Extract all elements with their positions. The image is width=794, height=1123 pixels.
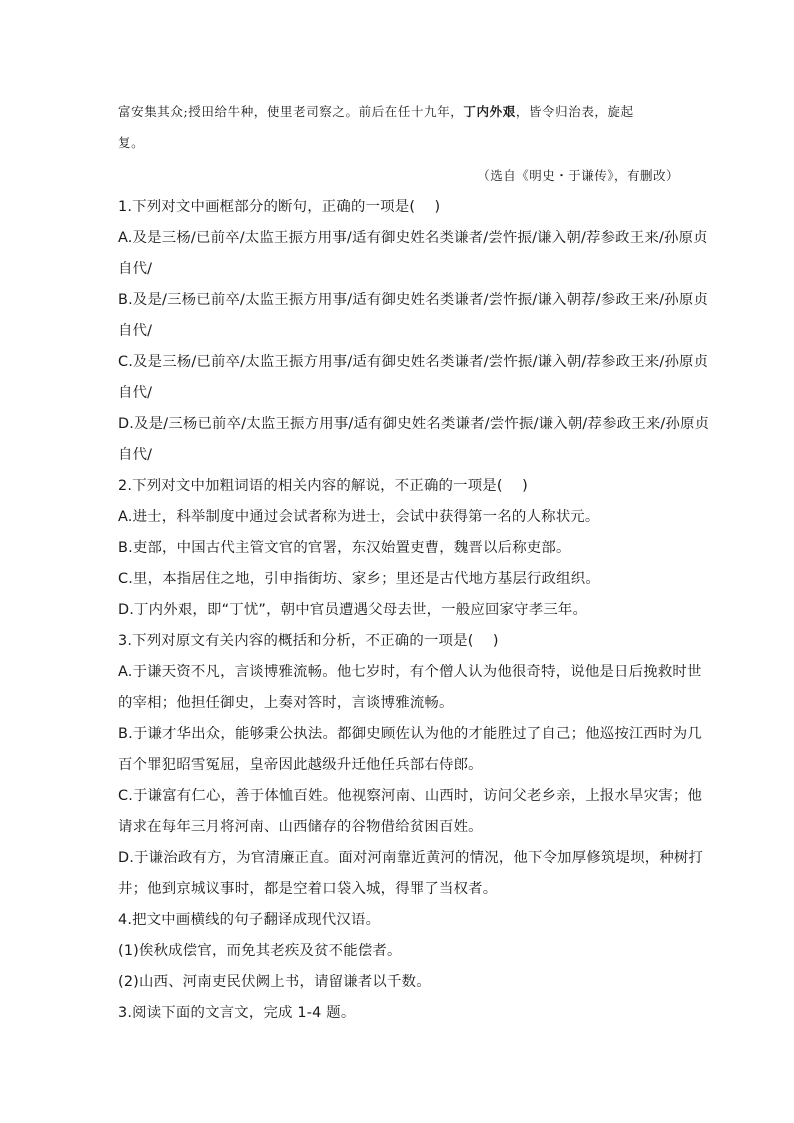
option-line: B.于谦才华出众，能够秉公执法。都御史顾佐认为他的才能胜过了自己；他巡按江西时为几 [118, 726, 702, 742]
option-line: D.于谦治政有方，为官清廉正直。面对河南靠近黄河的情况，他下令加厚修筑堤坝，种树打 [118, 850, 704, 866]
question-line: 1.下列对文中画框部分的断句，正确的一项是( ) [118, 199, 441, 215]
passage-line-1 [118, 96, 683, 127]
option-line: C.里，本指居住之地，引申指街坊、家乡；里还是古代地方基层行政组织。 [118, 571, 600, 587]
questions-section [118, 192, 710, 1029]
option-line: 百个罪犯昭雪冤屈，皇帝因此越级升迁他任兵部右侍郎。 [118, 757, 483, 773]
translation-item: (1)俟秋成偿官，而免其老疾及贫不能偿者。 [118, 943, 402, 959]
option-line: C.及是三杨/已前卒/太监王振方用事/适有御史姓名类谦者/尝忤振/谦入朝/荐参政王来/孙原贞 [118, 354, 709, 370]
question-line: 3.下列对原文有关内容的概括和分析，不正确的一项是( ) [118, 633, 499, 649]
option-line: 井；他到京城议事时，都是空着口袋入城，得罪了当权者。 [118, 881, 498, 897]
section-heading: 3.阅读下面的文言文，完成 1-4 题。 [118, 1005, 356, 1021]
option-line: A.进士，科举制度中通过会试者称为进士，会试中获得第一名的人称状元。 [118, 509, 600, 525]
question-line: 4.把文中画横线的句子翻译成现代汉语。 [118, 912, 381, 928]
option-line: C.于谦富有仁心，善于体恤百姓。他视察河南、山西时，访问父老乡亲，上报水旱灾害；他 [118, 788, 703, 804]
passage-text: ，皆令归治表，旋起 [515, 104, 634, 119]
option-line: D.及是/三杨已前卒/太监王振方用事/适有御史姓名类谦者/尝忤振/谦入朝/荐参政王来/孙原贞 [118, 416, 710, 432]
passage-line-2: 复。 [118, 135, 145, 150]
option-line: 自代/ [118, 261, 153, 277]
source-citation: （选自《明史・于谦传》，有删改） [477, 168, 679, 183]
option-line: 的宰相；他担任御史，上奏对答时，言谈博雅流畅。 [118, 695, 454, 711]
question-line: 2.下列对文中加粗词语的相关内容的解说，不正确的一项是( ) [118, 478, 528, 494]
option-line: 自代/ [118, 447, 153, 463]
passage-text: 富安集其众;授田给牛种，使里老司察之。前后在任十九年， [118, 104, 464, 119]
option-line: A.于谦天资不凡，言谈博雅流畅。他七岁时，有个僧人认为他很奇特，说他是日后挽救时世 [118, 664, 702, 680]
option-line: 自代/ [118, 323, 153, 339]
option-line: 自代/ [118, 385, 153, 401]
option-line: B.及是/三杨已前卒/太监王振方用事/适有御史姓名类谦者/尝忤振/谦入朝荐/参政王来/孙原贞 [118, 292, 709, 308]
translation-item: (2)山西、河南吏民伏阙上书，请留谦者以千数。 [118, 974, 431, 990]
option-line: B.吏部，中国古代主管文官的官署，东汉始置吏曹，魏晋以后称吏部。 [118, 540, 571, 556]
passage-ending [118, 96, 683, 158]
bold-term: 丁内外艰 [463, 104, 516, 119]
option-line: A.及是三杨/已前卒/太监王振方用事/适有御史姓名类谦者/尝忤振/谦入朝/荐参政王来/孙原贞 [118, 230, 708, 246]
option-line: D.丁内外艰，即“丁忧”，朝中官员遭遇父母去世，一般应回家守孝三年。 [118, 602, 588, 618]
option-line: 请求在每年三月将河南、山西储存的谷物借给贫困百姓。 [118, 819, 483, 835]
